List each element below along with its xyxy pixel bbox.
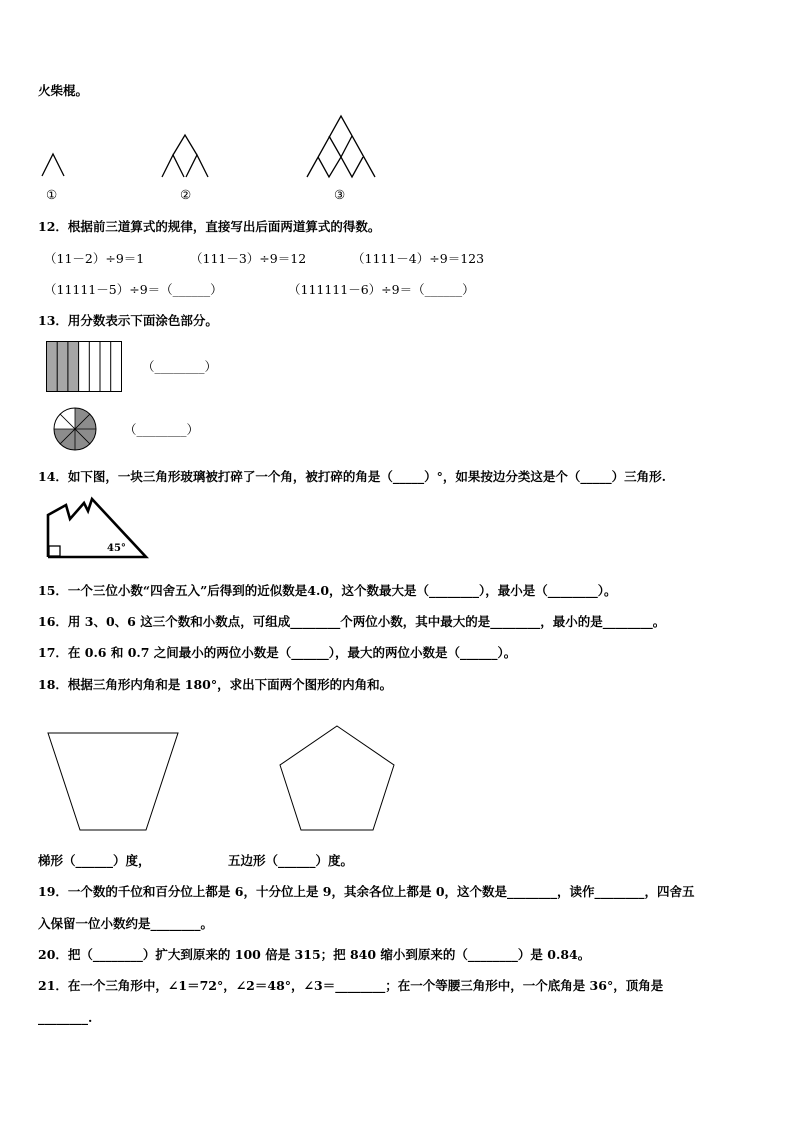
pentagon-answer: 五边形（______）度。 (228, 853, 354, 868)
q15-text: 15．一个三位小数“四舍五入”后得到的近似数是4.0，这个数最大是（________），最小是（________）。 (38, 583, 617, 598)
q13-blank-1[interactable]: （________） (142, 359, 218, 374)
q21-line-2: ________. (38, 1010, 93, 1025)
q12-title: 12．根据前三道算式的规律，直接写出后面两道算式的得数。 (38, 219, 381, 234)
broken-triangle-figure (44, 497, 150, 561)
matchstick-figure-1 (40, 152, 70, 178)
q16-text: 16．用 3、0、6 这三个数和小数点，可组成________个两位小数，其中最大的是________，最小的是________。 (38, 614, 666, 629)
matchstick-figure-3 (305, 114, 377, 180)
q12-equation-3: （1111－4）÷9＝123 (352, 251, 485, 266)
figure-label-2: ② (180, 187, 192, 202)
q17-text: 17．在 0.6 和 0.7 之间最小的两位小数是（______），最大的两位小数是（______）。 (38, 645, 517, 660)
q19-line-1: 19．一个数的千位和百分位上都是 6，十分位上是 9，其余各位上都是 0，这个数是________，读作________，四舍五 (38, 884, 695, 899)
shaded-circle-figure (52, 406, 98, 452)
q20-text: 20．把（________）扩大到原来的 100 倍是 315；把 840 缩小到原来的（________）是 0.84。 (38, 947, 591, 962)
angle-label: 45° (107, 543, 126, 554)
q13-blank-2[interactable]: （________） (124, 422, 200, 437)
q13-title: 13．用分数表示下面涂色部分。 (38, 313, 218, 328)
shaded-rectangle-figure (46, 341, 122, 393)
q19-line-2: 入保留一位小数约是________。 (38, 916, 214, 931)
q12-equation-2: （111－3）÷9＝12 (190, 251, 307, 266)
figure-label-3: ③ (334, 187, 346, 202)
trapezoid-figure (46, 731, 180, 832)
trapezoid-answer: 梯形（______）度， (38, 853, 151, 868)
q21-line-1: 21．在一个三角形中，∠1＝72°，∠2＝48°，∠3＝________；在一个等腰三角形中，一个底角是 36°，顶角是 (38, 978, 664, 993)
intro-text: 火柴棍。 (38, 83, 89, 98)
q18-title: 18．根据三角形内角和是 180°，求出下面两个图形的内角和。 (38, 677, 393, 692)
q12-equation-4: （11111－5）÷9＝（______） (44, 282, 223, 297)
figure-label-1: ① (46, 187, 58, 202)
matchstick-figure-2 (160, 133, 214, 179)
q12-equation-5: （111111－6）÷9＝（______） (288, 282, 475, 297)
q12-equation-1: （11－2）÷9＝1 (44, 251, 145, 266)
pentagon-figure (278, 724, 396, 832)
q14-text: 14．如下图，一块三角形玻璃被打碎了一个角，被打碎的角是（_____）°，如果按边分类这是个（_____）三角形. (38, 469, 666, 484)
